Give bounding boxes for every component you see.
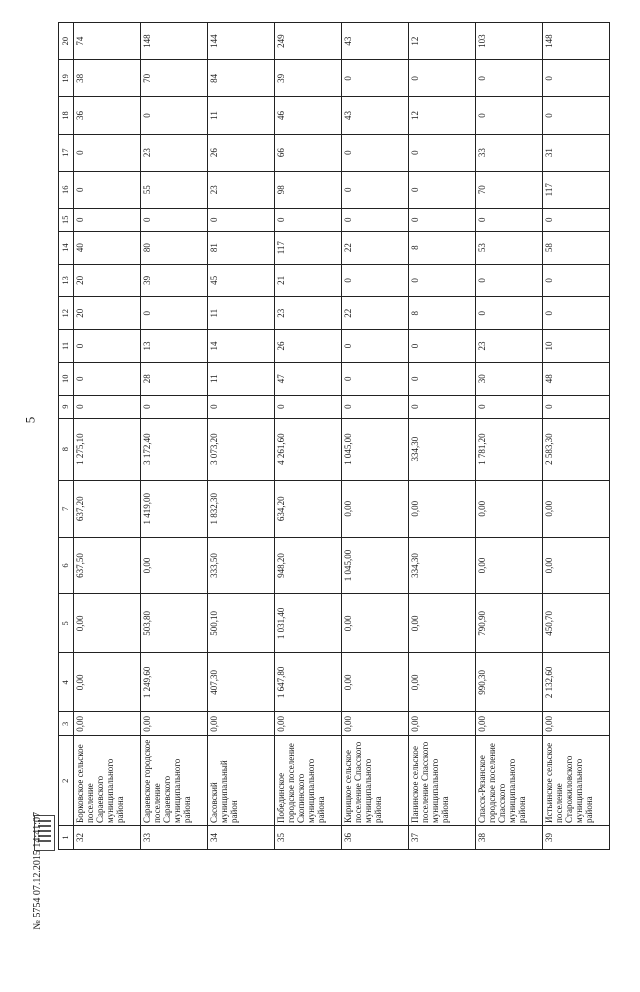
rotated-table-area [58, 22, 610, 850]
column-header: 3 [59, 712, 74, 736]
value-cell: 80 [141, 231, 208, 264]
row-number-cell: 36 [342, 825, 409, 849]
value-cell: 84 [208, 60, 275, 97]
value-cell: 46 [275, 97, 342, 134]
value-cell: 637,50 [74, 537, 141, 594]
row-number-cell: 34 [208, 825, 275, 849]
value-cell: 0 [476, 208, 543, 231]
table-row [141, 23, 208, 850]
value-cell: 333,50 [208, 537, 275, 594]
value-cell: 503,80 [141, 594, 208, 653]
value-cell: 70 [476, 171, 543, 208]
value-cell: 0 [342, 395, 409, 418]
value-cell: 23 [208, 171, 275, 208]
value-cell: 0,00 [141, 712, 208, 736]
page-number: 5 [22, 416, 38, 424]
value-cell: 0 [543, 264, 610, 297]
value-cell: 47 [275, 362, 342, 395]
municipality-name-cell: Спасск-Рязанское городское поселение Спасского муниципального района [476, 736, 543, 826]
value-cell: 1 832,30 [208, 480, 275, 537]
value-cell: 39 [275, 60, 342, 97]
header-row [59, 23, 74, 850]
column-header: 11 [59, 330, 74, 363]
value-cell: 1 781,20 [476, 418, 543, 480]
column-header: 1 [59, 825, 74, 849]
value-cell: 1 647,80 [275, 653, 342, 712]
row-number-cell: 37 [409, 825, 476, 849]
value-cell: 33 [476, 134, 543, 171]
value-cell: 948,20 [275, 537, 342, 594]
column-header: 12 [59, 297, 74, 330]
value-cell: 450,70 [543, 594, 610, 653]
value-cell: 28 [141, 362, 208, 395]
value-cell: 4 261,60 [275, 418, 342, 480]
value-cell: 48 [543, 362, 610, 395]
value-cell: 0 [141, 97, 208, 134]
value-cell: 0 [74, 208, 141, 231]
value-cell: 0 [342, 362, 409, 395]
column-header: 16 [59, 171, 74, 208]
value-cell: 12 [409, 97, 476, 134]
value-cell: 11 [208, 97, 275, 134]
value-cell: 0 [74, 330, 141, 363]
column-header: 8 [59, 418, 74, 480]
value-cell: 334,30 [409, 537, 476, 594]
value-cell: 634,20 [275, 480, 342, 537]
value-cell: 0 [74, 171, 141, 208]
value-cell: 0,00 [476, 480, 543, 537]
value-cell: 0 [476, 60, 543, 97]
value-cell: 1 045,00 [342, 418, 409, 480]
value-cell: 3 172,40 [141, 418, 208, 480]
municipality-name-cell: Истьинское сельское поселение Старожиловского муниципального района [543, 736, 610, 826]
value-cell: 0 [476, 97, 543, 134]
value-cell: 1 249,60 [141, 653, 208, 712]
municipality-name-cell: Кирицкое сельское поселение Спасского муниципального района [342, 736, 409, 826]
value-cell: 20 [74, 264, 141, 297]
value-cell: 0,00 [476, 712, 543, 736]
value-cell: 13 [141, 330, 208, 363]
value-cell: 22 [342, 297, 409, 330]
value-cell: 990,30 [476, 653, 543, 712]
value-cell: 0 [208, 395, 275, 418]
value-cell: 0,00 [543, 480, 610, 537]
value-cell: 10 [543, 330, 610, 363]
value-cell: 117 [543, 171, 610, 208]
value-cell: 40 [74, 231, 141, 264]
value-cell: 45 [208, 264, 275, 297]
registration-stamp: № 5754 07.12.2015 14:41:07 [32, 812, 43, 930]
municipality-name-cell: Побединское городское поселение Скопинского муниципального района [275, 736, 342, 826]
value-cell: 0,00 [342, 712, 409, 736]
value-cell: 0 [208, 208, 275, 231]
value-cell: 500,10 [208, 594, 275, 653]
value-cell: 55 [141, 171, 208, 208]
value-cell: 0 [74, 134, 141, 171]
value-cell: 0 [409, 330, 476, 363]
value-cell: 0 [141, 208, 208, 231]
value-cell: 0 [409, 264, 476, 297]
table-row [275, 23, 342, 850]
value-cell: 0 [342, 171, 409, 208]
column-header: 13 [59, 264, 74, 297]
value-cell: 0,00 [543, 712, 610, 736]
table-row [476, 23, 543, 850]
value-cell: 0 [409, 134, 476, 171]
value-cell: 0,00 [74, 594, 141, 653]
value-cell: 1 031,40 [275, 594, 342, 653]
column-header: 5 [59, 594, 74, 653]
value-cell: 23 [476, 330, 543, 363]
value-cell: 53 [476, 231, 543, 264]
table-row [543, 23, 610, 850]
municipality-name-cell: Сасовский муниципальный район [208, 736, 275, 826]
value-cell: 21 [275, 264, 342, 297]
value-cell: 12 [409, 23, 476, 60]
value-cell: 0 [74, 395, 141, 418]
value-cell: 0 [543, 208, 610, 231]
column-header: 14 [59, 231, 74, 264]
value-cell: 0 [476, 297, 543, 330]
value-cell: 0 [543, 297, 610, 330]
value-cell: 637,20 [74, 480, 141, 537]
value-cell: 148 [141, 23, 208, 60]
value-cell: 0,00 [342, 480, 409, 537]
table-row [208, 23, 275, 850]
value-cell: 0 [409, 395, 476, 418]
value-cell: 0 [74, 362, 141, 395]
value-cell: 0 [409, 171, 476, 208]
column-header: 7 [59, 480, 74, 537]
value-cell: 1 419,00 [141, 480, 208, 537]
value-cell: 26 [208, 134, 275, 171]
value-cell: 249 [275, 23, 342, 60]
value-cell: 334,30 [409, 418, 476, 480]
value-cell: 0 [543, 97, 610, 134]
data-table [58, 22, 610, 850]
column-header: 2 [59, 736, 74, 826]
column-header: 6 [59, 537, 74, 594]
value-cell: 103 [476, 23, 543, 60]
value-cell: 58 [543, 231, 610, 264]
value-cell: 0 [342, 208, 409, 231]
value-cell: 8 [409, 297, 476, 330]
municipality-name-cell: Борковское сельское поселение Сараевского муниципального района [74, 736, 141, 826]
value-cell: 1 275,10 [74, 418, 141, 480]
value-cell: 26 [275, 330, 342, 363]
value-cell: 0,00 [74, 653, 141, 712]
value-cell: 70 [141, 60, 208, 97]
value-cell: 407,30 [208, 653, 275, 712]
value-cell: 11 [208, 297, 275, 330]
value-cell: 8 [409, 231, 476, 264]
municipality-name-cell: Сараевское городское поселение Сараевского муниципального района [141, 736, 208, 826]
value-cell: 0,00 [409, 594, 476, 653]
table-row [342, 23, 409, 850]
value-cell: 66 [275, 134, 342, 171]
value-cell: 0 [342, 60, 409, 97]
value-cell: 0 [543, 60, 610, 97]
value-cell: 0 [476, 395, 543, 418]
value-cell: 144 [208, 23, 275, 60]
table-row [409, 23, 476, 850]
value-cell: 0,00 [208, 712, 275, 736]
value-cell: 0 [342, 134, 409, 171]
column-header: 19 [59, 60, 74, 97]
value-cell: 0,00 [409, 653, 476, 712]
value-cell: 117 [275, 231, 342, 264]
value-cell: 14 [208, 330, 275, 363]
column-header: 18 [59, 97, 74, 134]
value-cell: 0 [342, 264, 409, 297]
value-cell: 3 073,20 [208, 418, 275, 480]
value-cell: 0,00 [409, 712, 476, 736]
value-cell: 0 [409, 362, 476, 395]
value-cell: 22 [342, 231, 409, 264]
column-header: 9 [59, 395, 74, 418]
row-number-cell: 39 [543, 825, 610, 849]
value-cell: 74 [74, 23, 141, 60]
value-cell: 23 [141, 134, 208, 171]
value-cell: 148 [543, 23, 610, 60]
value-cell: 23 [275, 297, 342, 330]
column-header: 17 [59, 134, 74, 171]
value-cell: 0,00 [543, 537, 610, 594]
value-cell: 0,00 [74, 712, 141, 736]
municipality-name-cell: Панинское сельское поселение Спасского муниципального района [409, 736, 476, 826]
value-cell: 43 [342, 97, 409, 134]
value-cell: 0 [141, 395, 208, 418]
value-cell: 36 [74, 97, 141, 134]
value-cell: 0,00 [476, 537, 543, 594]
value-cell: 790,90 [476, 594, 543, 653]
value-cell: 39 [141, 264, 208, 297]
value-cell: 2 132,60 [543, 653, 610, 712]
column-header: 4 [59, 653, 74, 712]
row-number-cell: 33 [141, 825, 208, 849]
value-cell: 38 [74, 60, 141, 97]
value-cell: 1 045,00 [342, 537, 409, 594]
value-cell: 0 [476, 264, 543, 297]
column-header: 20 [59, 23, 74, 60]
value-cell: 0 [342, 330, 409, 363]
value-cell: 43 [342, 23, 409, 60]
value-cell: 0,00 [342, 594, 409, 653]
value-cell: 0 [543, 395, 610, 418]
value-cell: 0,00 [141, 537, 208, 594]
value-cell: 0,00 [409, 480, 476, 537]
value-cell: 0 [275, 208, 342, 231]
row-number-cell: 38 [476, 825, 543, 849]
value-cell: 0,00 [342, 653, 409, 712]
value-cell: 20 [74, 297, 141, 330]
value-cell: 81 [208, 231, 275, 264]
column-header: 10 [59, 362, 74, 395]
value-cell: 0 [141, 297, 208, 330]
value-cell: 0,00 [275, 712, 342, 736]
row-number-cell: 35 [275, 825, 342, 849]
value-cell: 0 [409, 208, 476, 231]
value-cell: 11 [208, 362, 275, 395]
value-cell: 98 [275, 171, 342, 208]
table-row [74, 23, 141, 850]
value-cell: 31 [543, 134, 610, 171]
column-header: 15 [59, 208, 74, 231]
value-cell: 0 [275, 395, 342, 418]
row-number-cell: 32 [74, 825, 141, 849]
value-cell: 2 583,30 [543, 418, 610, 480]
value-cell: 0 [409, 60, 476, 97]
value-cell: 30 [476, 362, 543, 395]
